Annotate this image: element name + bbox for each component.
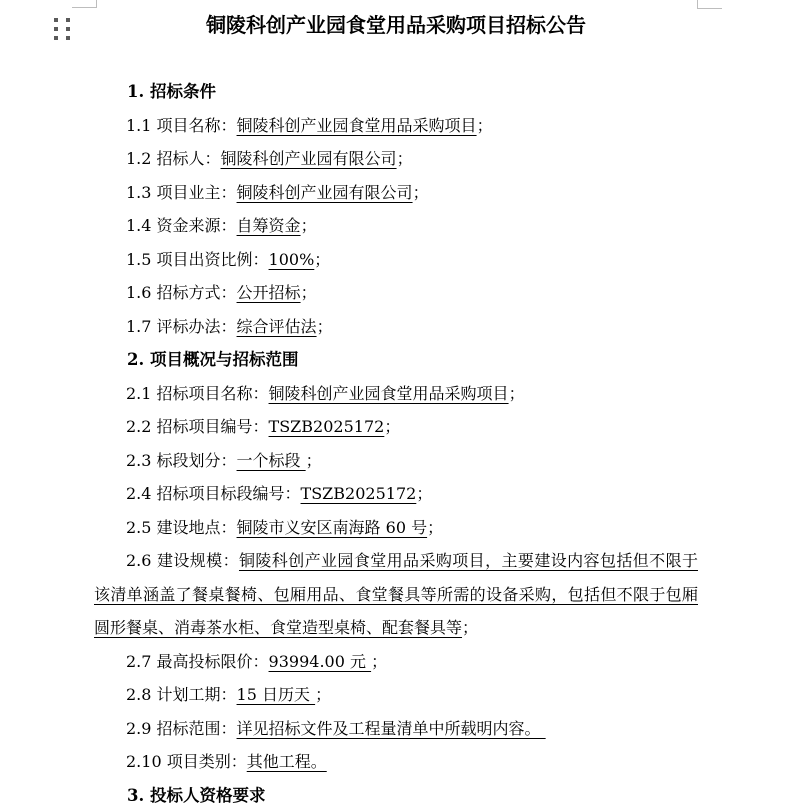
clause-value: 铜陵市义安区南海路 60 号	[236, 517, 428, 537]
clause-suffix: ；	[371, 651, 388, 671]
section-heading-1: 1. 招标条件	[127, 82, 216, 101]
clause-2-3	[94, 444, 698, 478]
clause-suffix: ；	[314, 249, 331, 269]
clause-value: 铜陵科创产业园有限公司	[236, 182, 413, 202]
clause-value: 93994.00 元	[268, 651, 372, 671]
clause-suffix: ；	[300, 216, 317, 235]
clause-suffix: ；	[384, 417, 401, 436]
clause-suffix: ；	[476, 115, 493, 135]
clause-label: 1.6 招标方式：	[126, 283, 237, 302]
clause-label: 1.5 项目出资比例：	[126, 249, 269, 269]
clause-2-7	[94, 645, 698, 679]
clause-suffix: ；	[305, 450, 322, 470]
clause-suffix: ；	[427, 517, 444, 537]
section-heading-2: 2. 项目概况与招标范围	[127, 350, 299, 369]
clause-1-3	[94, 176, 698, 210]
clause-label: 1.2 招标人：	[126, 149, 221, 168]
clause-value: 铜陵科创产业园食堂用品采购项目	[236, 115, 477, 135]
clause-suffix: ；	[316, 316, 333, 336]
clause-label: 1.1 项目名称：	[126, 115, 237, 135]
document-title: 铜陵科创产业园食堂用品采购项目招标公告	[206, 13, 586, 37]
clause-value: 100%	[268, 249, 315, 269]
clause-value: 一个标段	[236, 450, 306, 470]
clause-1-1	[94, 109, 698, 143]
clause-value: 详见招标文件及工程量清单中所载明内容。	[236, 718, 546, 738]
clause-label: 1.4 资金来源：	[126, 216, 237, 235]
clause-label: 2.7 最高投标限价：	[126, 651, 269, 671]
clause-label: 1.7 评标办法：	[126, 316, 237, 336]
clause-label: 2.6 建设规模：	[126, 551, 239, 570]
clause-value: 公开招标	[236, 283, 301, 302]
clause-2-5	[94, 511, 698, 545]
clause-2-2	[94, 410, 698, 444]
clause-2-10	[94, 745, 698, 779]
clause-label: 2.1 招标项目名称：	[126, 383, 269, 403]
clause-1-4	[94, 209, 698, 243]
clause-suffix: ；	[462, 618, 479, 637]
clause-label: 2.3 标段划分：	[126, 450, 237, 470]
clause-value: TSZB2025172	[300, 484, 417, 503]
clause-1-7	[94, 310, 698, 344]
clause-suffix: ；	[396, 149, 413, 168]
clause-value: 其他工程。	[246, 752, 327, 771]
clause-value: 综合评估法	[236, 316, 317, 336]
clause-label: 2.4 招标项目标段编号：	[126, 484, 301, 503]
clause-value: 铜陵科创产业园食堂用品采购项目	[268, 383, 509, 403]
clause-label: 2.9 招标范围：	[126, 718, 237, 738]
clause-suffix: ；	[315, 685, 332, 704]
clause-label: 2.2 招标项目编号：	[126, 417, 269, 436]
clause-suffix: ；	[412, 182, 429, 202]
clause-1-5	[94, 243, 698, 277]
clause-2-4	[94, 477, 698, 511]
clause-value: TSZB2025172	[268, 417, 385, 436]
clause-2-9	[94, 712, 698, 746]
clause-value: 15 日历天	[236, 685, 316, 704]
document-body	[94, 75, 698, 810]
clause-1-2	[94, 142, 698, 176]
clause-value: 铜陵科创产业园有限公司	[220, 149, 397, 168]
clause-1-6	[94, 276, 698, 310]
text-boundary-mark-right-icon	[697, 0, 722, 9]
clause-label: 1.3 项目业主：	[126, 182, 237, 202]
clause-label: 2.10 项目类别：	[126, 752, 247, 771]
clause-suffix: ；	[416, 484, 433, 503]
clause-label: 2.5 建设地点：	[126, 517, 237, 537]
clause-suffix: ；	[300, 283, 317, 302]
clause-value: 自筹资金	[236, 216, 301, 235]
section-heading-3: 3. 投标人资格要求	[127, 785, 266, 805]
clause-2-6	[94, 544, 698, 645]
clause-suffix: ；	[508, 383, 525, 403]
clause-2-8	[94, 678, 698, 712]
text-boundary-mark-left-icon	[72, 0, 97, 8]
clause-value: 铜陵科创产业园食堂用品采购项目，主要建设内容包括但不限于该清单涵盖了餐桌餐椅、包厢用品、食堂餐具等所需的设备采购，包括但不限于包厢圆形餐桌、消毒茶水柜、食堂造型桌椅、配套餐具等	[94, 551, 698, 637]
clause-2-1	[94, 377, 698, 411]
clause-label: 2.8 计划工期：	[126, 685, 237, 704]
